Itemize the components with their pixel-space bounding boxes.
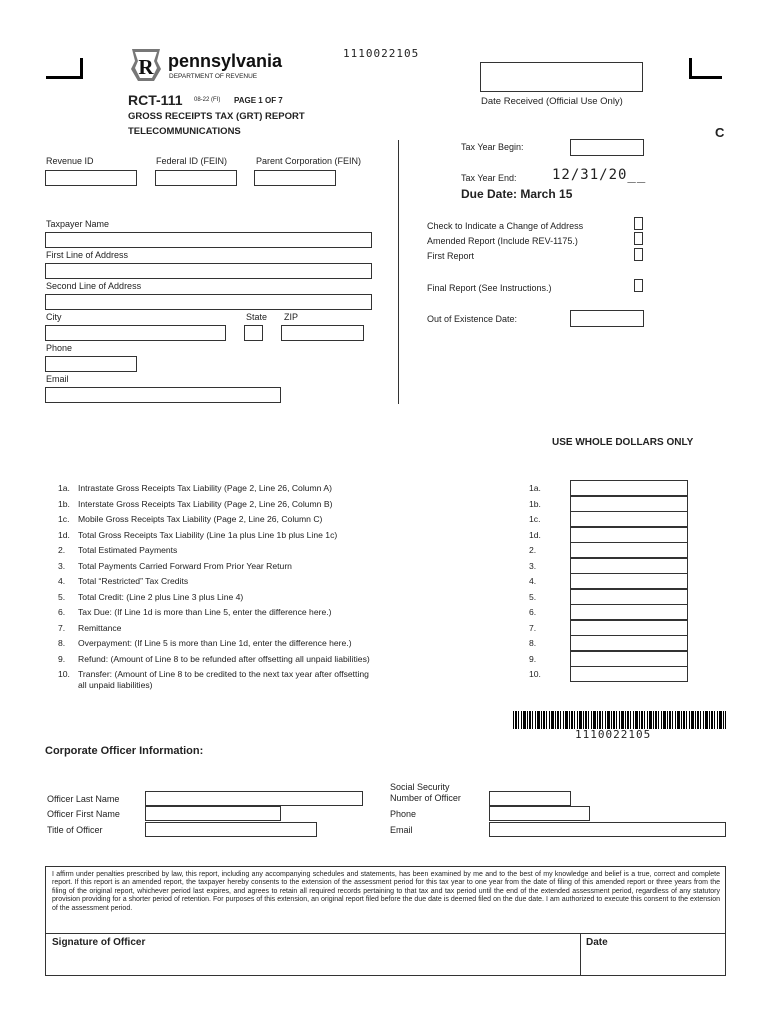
form-id: RCT-111: [128, 92, 183, 108]
line-item: [58, 654, 370, 664]
line-item: [58, 607, 332, 617]
page-indicator: PAGE 1 OF 7: [234, 96, 283, 105]
signature-date-field[interactable]: [584, 951, 722, 973]
line-number: 7.: [58, 623, 66, 633]
section-divider: [398, 140, 399, 404]
officer-last-name-label: Officer Last Name: [47, 794, 120, 804]
line-description: Refund: (Amount of Line 8 to be refunded after offsetting all unpaid liabilities): [78, 654, 370, 664]
line-amount-field[interactable]: [570, 620, 688, 636]
out-of-existence-date-field[interactable]: [570, 310, 644, 327]
line-item: [58, 530, 337, 540]
tax-year-begin-label: Tax Year Begin:: [461, 142, 524, 152]
line-amount-field[interactable]: [570, 589, 688, 605]
line-item: [58, 514, 322, 524]
line-ref-number: 10.: [529, 669, 541, 679]
officer-phone-field[interactable]: [489, 806, 590, 821]
line-description: Total Payments Carried Forward From Prior Year Return: [78, 561, 292, 571]
change-address-checkbox[interactable]: [634, 217, 643, 230]
line-item: [58, 483, 332, 493]
line-description: Transfer: (Amount of Line 8 to be credited to the next tax year after offsetting: [78, 669, 369, 679]
parent-corp-field[interactable]: [254, 170, 336, 186]
final-report-label: Final Report (See Instructions.): [427, 283, 552, 293]
line-number: 1d.: [58, 530, 70, 540]
line-ref-number: 1c.: [529, 514, 541, 524]
signature-field[interactable]: [48, 951, 576, 973]
officer-heading: Corporate Officer Information:: [45, 745, 204, 757]
officer-email-field[interactable]: [489, 822, 726, 837]
date-received-label: Date Received (Official Use Only): [481, 96, 623, 107]
taxpayer-name-label: Taxpayer Name: [46, 219, 110, 229]
line-description: Overpayment: (If Line 5 is more than Line 1d, enter the difference here.): [78, 638, 352, 648]
line-item: [58, 561, 292, 571]
amended-report-checkbox[interactable]: [634, 232, 643, 245]
address1-field[interactable]: [45, 263, 372, 279]
line-number: 4.: [58, 576, 66, 586]
line-amount-field[interactable]: [570, 480, 688, 496]
line-number: 9.: [58, 654, 66, 664]
signature-divider: [46, 933, 725, 934]
line-ref-number: 5.: [529, 592, 537, 602]
change-address-label: Check to Indicate a Change of Address: [427, 221, 584, 231]
registration-mark-left: [46, 58, 83, 79]
form-title-line1: GROSS RECEIPTS TAX (GRT) REPORT: [128, 111, 305, 122]
taxpayer-name-field[interactable]: [45, 232, 372, 248]
line-item: [58, 545, 177, 555]
city-field[interactable]: [45, 325, 226, 341]
line-number: 6.: [58, 607, 66, 617]
line-description: Intrastate Gross Receipts Tax Liability (Page 2, Line 26, Column A): [78, 483, 332, 493]
line-description: Total Gross Receipts Tax Liability (Line 1a plus Line 1b plus Line 1c): [78, 530, 338, 540]
line-ref-number: 1a.: [529, 483, 541, 493]
line-description: Total Credit: (Line 2 plus Line 3 plus Line 4): [78, 592, 244, 602]
officer-phone-label: Phone: [390, 809, 417, 819]
date-received-box[interactable]: [480, 62, 643, 92]
email-field[interactable]: [45, 387, 281, 403]
barcode-code: 1110022105: [575, 728, 652, 741]
line-ref-number: 9.: [529, 654, 537, 664]
due-date: Due Date: March 15: [461, 187, 573, 201]
barcode-image: [513, 711, 726, 729]
line-amount-field[interactable]: [570, 511, 688, 527]
officer-title-label: Title of Officer: [47, 825, 103, 835]
line-description-cont: all unpaid liabilities): [78, 680, 153, 690]
officer-title-field[interactable]: [145, 822, 317, 837]
line-ref-number: 2.: [529, 545, 537, 555]
line-amount-field[interactable]: [570, 635, 688, 651]
line-item: [58, 592, 243, 602]
line-number: 3.: [58, 561, 66, 571]
signature-label: Signature of Officer: [52, 937, 146, 948]
state-label: State: [246, 312, 268, 322]
officer-email-label: Email: [390, 825, 413, 835]
federal-id-field[interactable]: [155, 170, 237, 186]
affirmation-section: [45, 866, 726, 976]
line-item: [58, 638, 352, 648]
form-revision: 08-22 (FI): [194, 97, 221, 103]
tax-year-end-label: Tax Year End:: [461, 173, 517, 183]
line-number: 5.: [58, 592, 66, 602]
form-title-line2: TELECOMMUNICATIONS: [128, 126, 241, 137]
line-ref-number: 6.: [529, 607, 537, 617]
zip-label: ZIP: [284, 312, 299, 322]
line-item: [58, 623, 121, 633]
line-description: Total “Restricted” Tax Credits: [78, 576, 189, 586]
registration-mark-right: [689, 58, 722, 79]
line-number: 1a.: [58, 483, 70, 493]
email-label: Email: [46, 374, 69, 384]
signature-date-divider: [580, 933, 581, 975]
affirmation-text: I affirm under penalties prescribed by law, this report, including any accompanying schedules and statements, has been examined by me and to the best of my knowledge and belief is a true, correct and complete report. If this report is an amended report, the taxpayer hereby consents to the extension of the assessment period for this tax year to one year from the date of filing of this amended report or three years from the filing of the original report, whichever period last expires, and agrees to retain all required records pertaining to that tax and tax period until the end of the extended assessment period, regardless of any statutory provision providing for a shorter period of retention. For purposes of this extension, an original report filed before the due date is deemed filed on the due date. I am authorized to execute this consent to the extension of the assessment period.: [52, 871, 720, 912]
officer-last-name-field[interactable]: [145, 791, 363, 806]
line-item: [58, 499, 332, 509]
officer-ssn-label-1: Social Security: [390, 782, 450, 792]
final-report-checkbox[interactable]: [634, 279, 643, 292]
tax-year-end-value: 12/31/20__: [552, 167, 647, 183]
agency-name: pennsylvania: [168, 51, 283, 71]
logo-letter: R: [138, 55, 154, 79]
amended-report-label: Amended Report (Include REV-1175.): [427, 236, 578, 246]
line-description: Total Estimated Payments: [78, 545, 178, 555]
line-amount-field[interactable]: [570, 527, 688, 543]
line-number: 2.: [58, 545, 66, 555]
phone-label: Phone: [46, 343, 73, 353]
line-number: 1c.: [58, 514, 70, 524]
state-field[interactable]: [244, 325, 263, 341]
line-ref-number: 3.: [529, 561, 537, 571]
corner-letter: C: [715, 125, 725, 140]
date-label: Date: [586, 937, 608, 948]
line-ref-number: 7.: [529, 623, 537, 633]
line-item: [58, 669, 369, 679]
line-number: 10.: [58, 669, 70, 679]
officer-ssn-field[interactable]: [489, 791, 571, 806]
line-amount-field[interactable]: [570, 542, 688, 558]
line-description: Interstate Gross Receipts Tax Liability (Page 2, Line 26, Column B): [78, 499, 333, 509]
line-amount-field[interactable]: [570, 558, 688, 574]
out-of-existence-label: Out of Existence Date:: [427, 314, 518, 324]
officer-ssn-label-2: Number of Officer: [390, 793, 461, 803]
line-item: [58, 576, 188, 586]
first-report-checkbox[interactable]: [634, 248, 643, 261]
officer-first-name-label: Officer First Name: [47, 809, 120, 819]
line-amount-field[interactable]: [570, 604, 688, 620]
officer-first-name-field[interactable]: [145, 806, 281, 821]
line-ref-number: 4.: [529, 576, 537, 586]
address2-label: Second Line of Address: [46, 281, 142, 291]
revenue-id-label: Revenue ID: [46, 156, 94, 166]
zip-field[interactable]: [281, 325, 364, 341]
top-form-code: 1110022105: [343, 47, 420, 60]
federal-id-label: Federal ID (FEIN): [156, 156, 228, 166]
line-description: Mobile Gross Receipts Tax Liability (Page 2, Line 26, Column C): [78, 514, 323, 524]
address1-label: First Line of Address: [46, 250, 129, 260]
keystone-logo-icon: [128, 47, 164, 83]
revenue-id-field[interactable]: [45, 170, 137, 186]
phone-field[interactable]: [45, 356, 137, 372]
line-description: Tax Due: (If Line 1d is more than Line 5, enter the difference here.): [78, 607, 332, 617]
tax-year-begin-field[interactable]: [570, 139, 644, 156]
line-amount-field[interactable]: [570, 573, 688, 589]
line-number: 1b.: [58, 499, 70, 509]
line-amount-field[interactable]: [570, 651, 688, 667]
address2-field[interactable]: [45, 294, 372, 310]
line-number: 8.: [58, 638, 66, 648]
first-report-label: First Report: [427, 251, 475, 261]
line-description: Remittance: [78, 623, 122, 633]
whole-dollars-note: USE WHOLE DOLLARS ONLY: [552, 437, 694, 448]
line-amount-field[interactable]: [570, 496, 688, 512]
line-ref-number: 1b.: [529, 499, 541, 509]
agency-dept: DEPARTMENT OF REVENUE: [169, 73, 258, 80]
parent-corp-label: Parent Corporation (FEIN): [256, 156, 362, 166]
line-amount-field[interactable]: [570, 666, 688, 682]
city-label: City: [46, 312, 62, 322]
line-ref-number: 1d.: [529, 530, 541, 540]
line-ref-number: 8.: [529, 638, 537, 648]
